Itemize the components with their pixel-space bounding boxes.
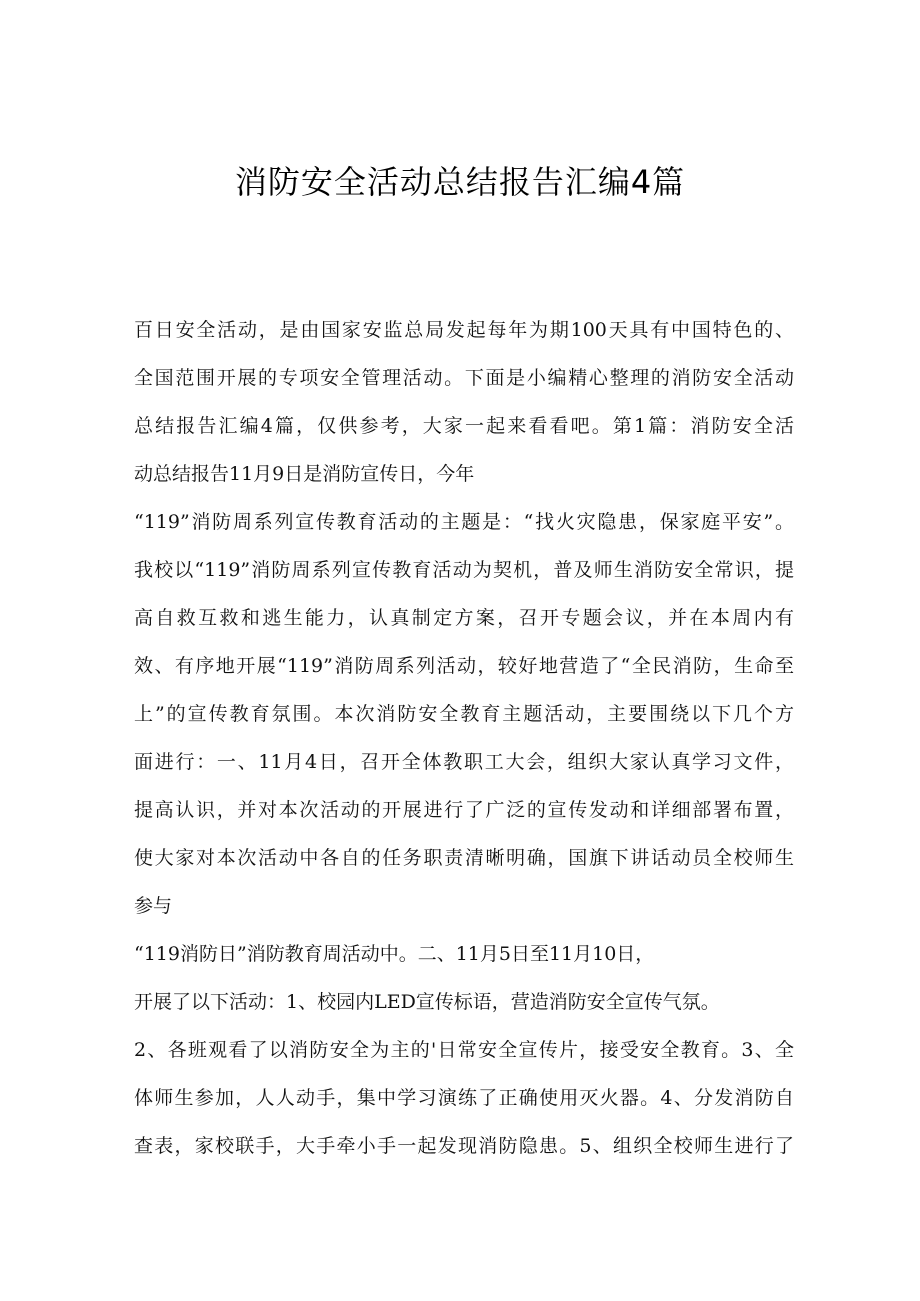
body-line: 动总结报告11月9日是消防宣传日，今年 xyxy=(134,463,475,485)
body-line: 开展了以下活动：1、校园内LED宣传标语，营造消防安全宣传气氛。 xyxy=(134,991,720,1013)
body-line: 上”的宣传教育氛围。本次消防安全教育主题活动，主要围绕以下几个方 xyxy=(134,703,794,725)
body-line: 高自救互救和逃生能力，认真制定方案，召开专题会议，并在本周内有 xyxy=(134,607,794,629)
body-line: 全国范围开展的专项安全管理活动。下面是小编精心整理的消防安全活动 xyxy=(134,367,794,389)
body-line: 百日安全活动，是由国家安监总局发起每年为期100天具有中国特色的、 xyxy=(134,319,794,341)
body-line: 提高认识，并对本次活动的开展进行了广泛的宣传发动和详细部署布置， xyxy=(134,799,794,821)
body-line: “119”消防周系列宣传教育活动的主题是：“找火灾隐患，保家庭平安”。 xyxy=(134,511,794,533)
body-line: 2、各班观看了以消防安全为主的'日常安全宣传片，接受安全教育。3、全 xyxy=(134,1039,794,1061)
body-line: “119消防日”消防教育周活动中。二、11月5日至11月10日， xyxy=(134,943,655,965)
body-line: 效、有序地开展“119”消防周系列活动，较好地营造了“全民消防，生命至 xyxy=(134,655,794,677)
body-line: 我校以“119”消防周系列宣传教育活动为契机，普及师生消防安全常识，提 xyxy=(134,559,794,581)
body-line: 参与 xyxy=(134,895,173,917)
body-line: 总结报告汇编4篇，仅供参考，大家一起来看看吧。第1篇：消防安全活 xyxy=(134,415,794,437)
document-title: 消防安全活动总结报告汇编4篇 xyxy=(234,163,686,201)
body-line: 使大家对本次活动中各自的任务职责清晰明确，国旗下讲话动员全校师生 xyxy=(134,847,794,869)
body-line: 体师生参加，人人动手，集中学习演练了正确使用灭火器。4、分发消防自 xyxy=(134,1087,794,1109)
body-line: 查表，家校联手，大手牵小手一起发现消防隐患。5、组织全校师生进行了 xyxy=(134,1135,794,1157)
body-line: 面进行：一、11月4日，召开全体教职工大会，组织大家认真学习文件， xyxy=(134,751,794,773)
document-body xyxy=(134,306,794,1170)
